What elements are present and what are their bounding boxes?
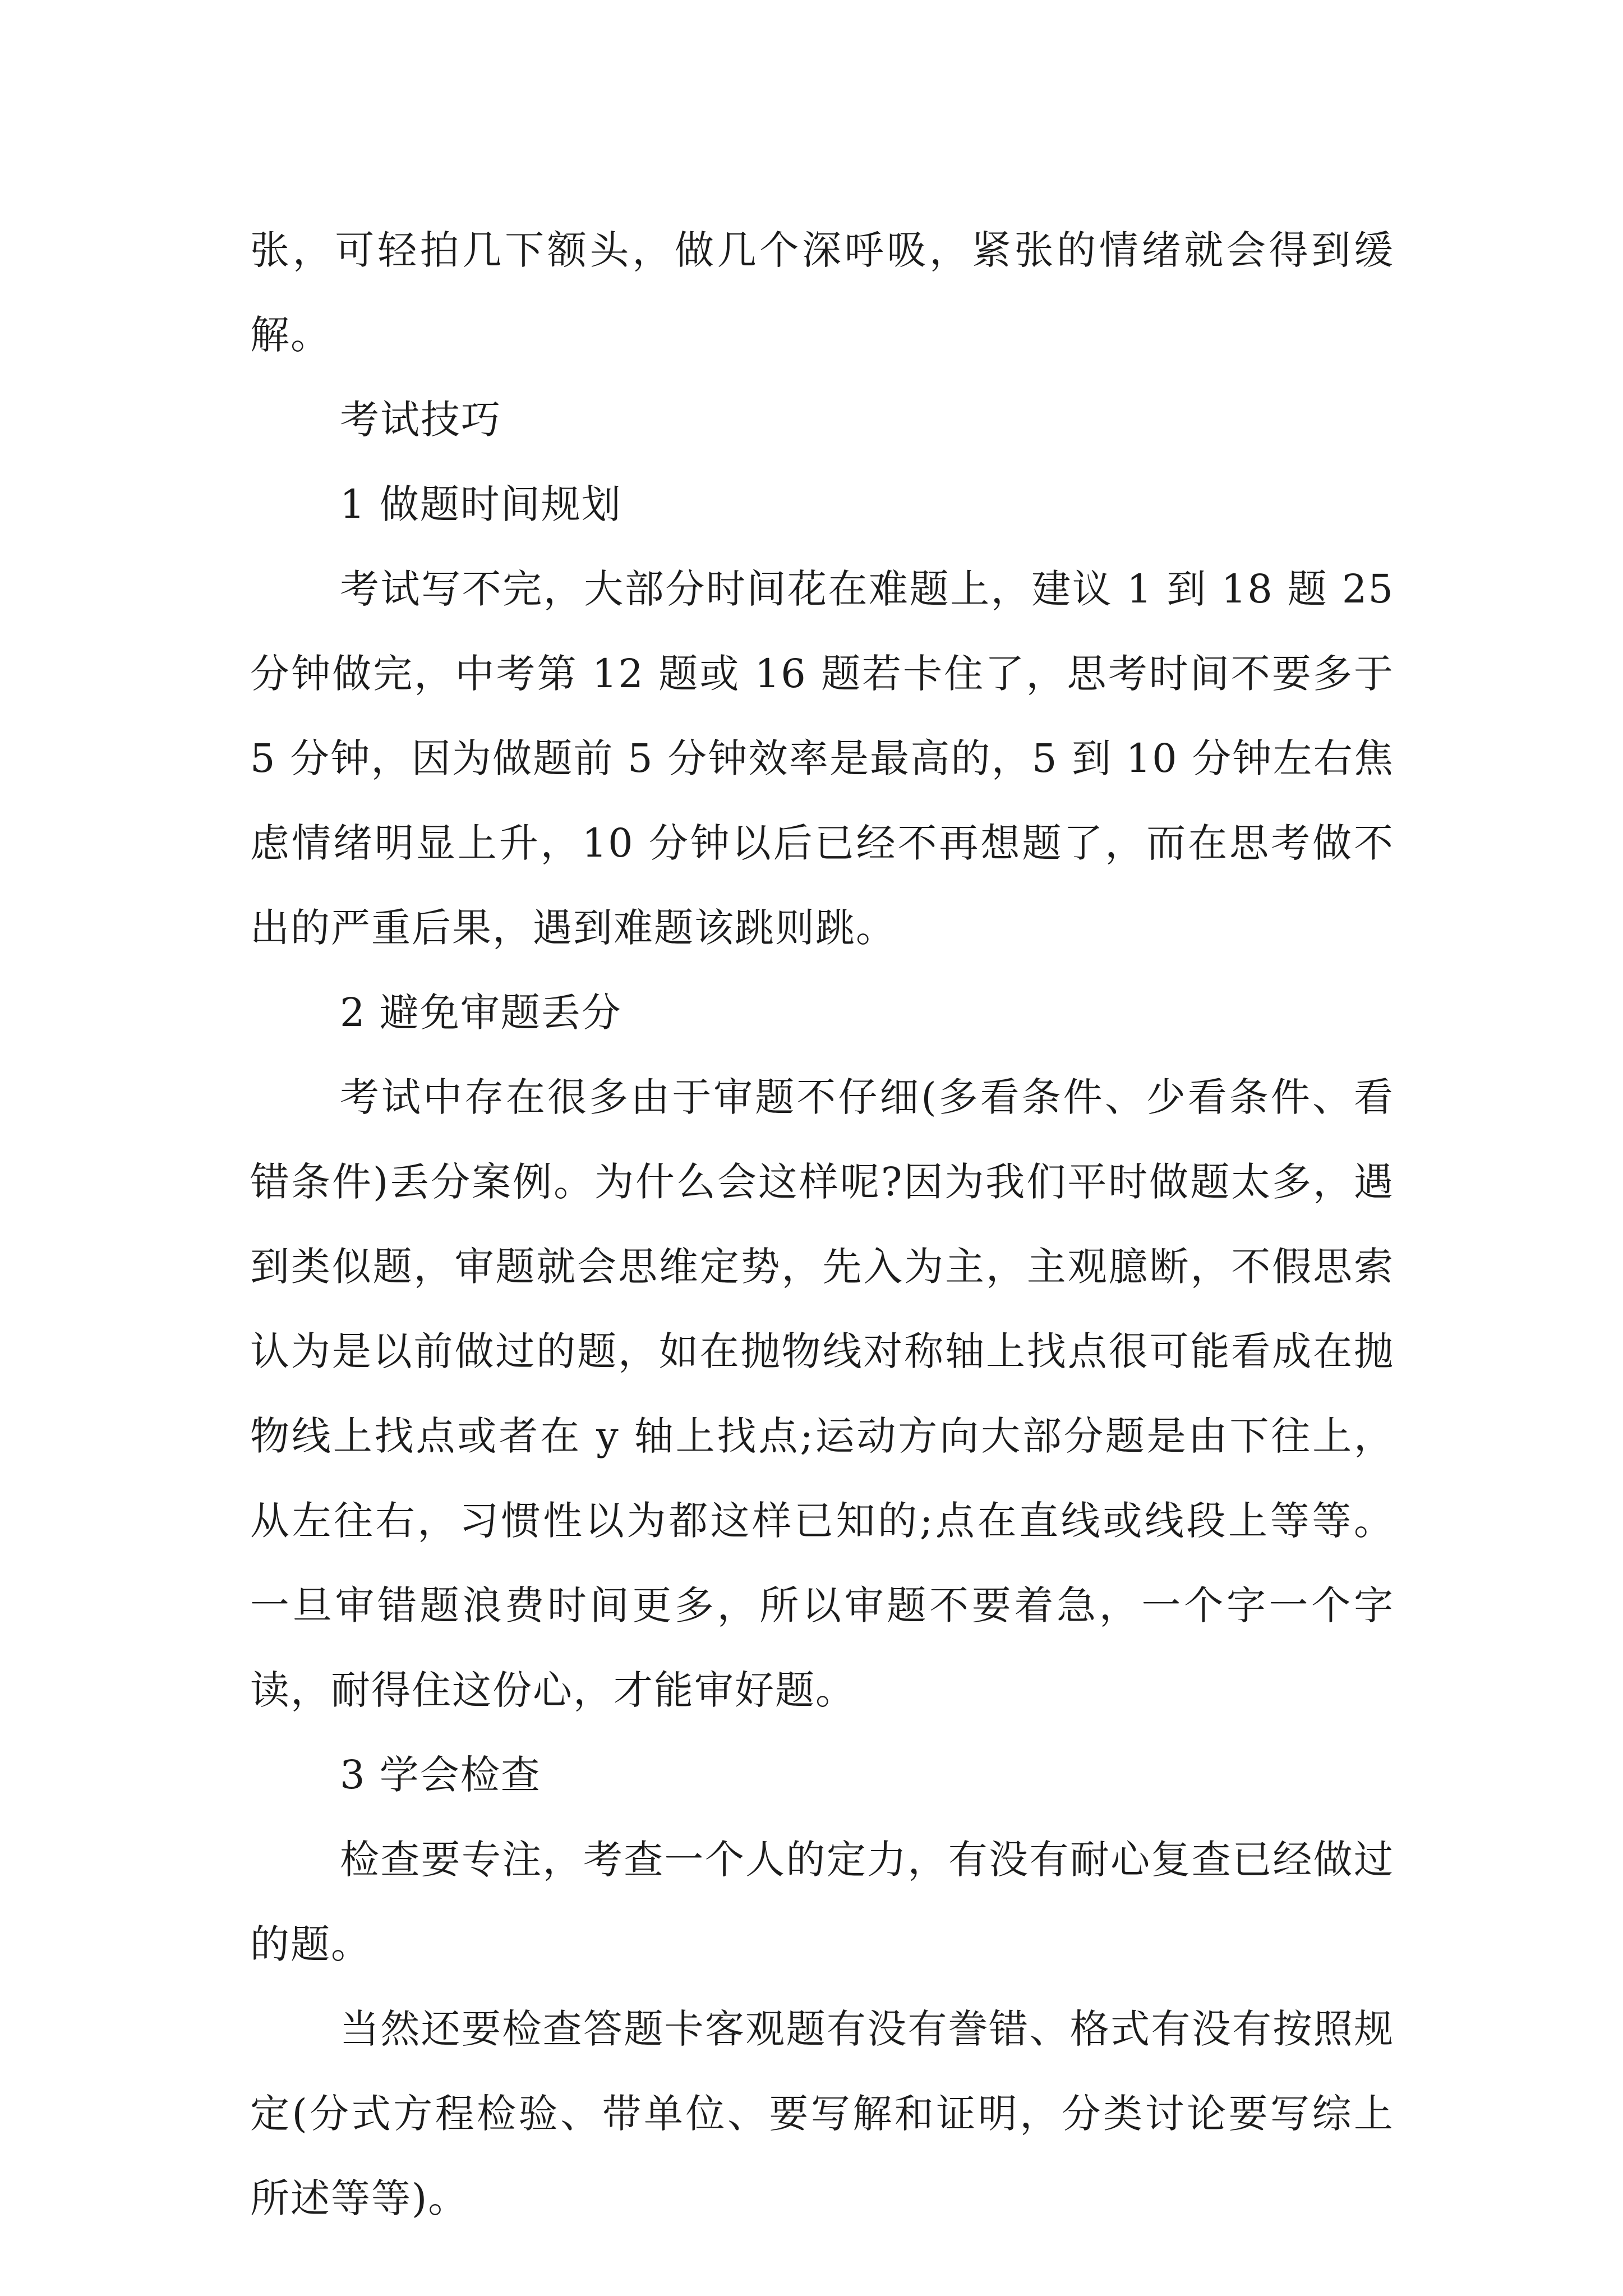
paragraph-check-focus: 检查要专注，考查一个人的定力，有没有耐心复查已经做过的题。 — [250, 1837, 1394, 1967]
text-column — [250, 208, 1394, 2241]
paragraph-avoid-misreading: 考试中存在很多由于审题不仔细(多看条件、少看条件、看错条件)丢分案例。为什么会这样呢?因为我们平时做题太多，遇到类似题，审题就会思维定势，先入为主，主观臆断，不假思索认为是以前做过的题，如在抛物线对称轴上找点很可能看成在抛物线上找点或者在 y 轴上找点;运动方向大部分题是由下往上，从左往右，习惯性以为都这样已知的;点在直线或线段上等等。一旦审错题浪费时间更多，所以审题不要着急，一个字一个字读，耐得住这份心，才能审好题。 — [250, 1074, 1394, 1713]
subheading-time-planning: 1 做题时间规划 — [340, 481, 622, 527]
subheading-learn-to-check: 3 学会检查 — [340, 1752, 541, 1798]
subheading-avoid-misreading: 2 避免审题丢分 — [340, 990, 622, 1036]
paragraph-time-planning: 考试写不完，大部分时间花在难题上，建议 1 到 18 题 25 分钟做完，中考第 12 题或 16 题若卡住了，思考时间不要多于 5 分钟，因为做题前 5 分钟效率是最高的，5 到 10 分钟左右焦虑情绪明显上升，10 分钟以后已经不再想题了，而在思考做不出的严重后果，遇到难题该跳则跳。 — [250, 566, 1394, 951]
paragraph-check-answer-sheet: 当然还要检查答题卡客观题有没有誊错、格式有没有按照规定(分式方程检验、带单位、要写解和证明，分类讨论要写综上所述等等)。 — [250, 2006, 1394, 2221]
paragraph-continued: 张，可轻拍几下额头，做几个深呼吸，紧张的情绪就会得到缓解。 — [250, 227, 1394, 358]
section-heading-exam-tips: 考试技巧 — [340, 397, 501, 443]
